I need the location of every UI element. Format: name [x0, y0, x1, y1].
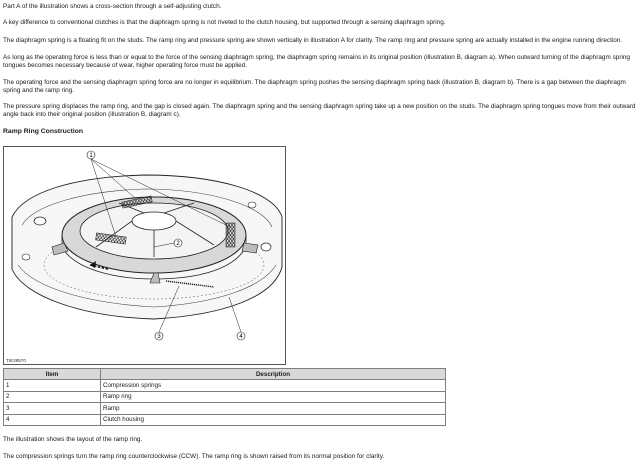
column-header-item: Item: [4, 369, 101, 380]
footer-paragraph-2: The compression springs turn the ramp ring counterclockwise (CCW). The ramp ring is shown raised from its normal position for clarity.: [3, 453, 385, 460]
paragraph-6: The pressure spring displaces the ramp ring, and the gap is closed again. The diaphragm spring and the sensing diaphragm spring take up a new position on the studs. The diaphragm spring tongues move from their outward angle back into their original position (illustration B, diagram c).: [3, 103, 636, 119]
table-row: [4, 414, 446, 426]
ramp-ring-illustration: [3, 146, 286, 365]
figure-id: TIE38570: [6, 358, 26, 363]
paragraph-2: A key difference to conventional clutches is that the diaphragm spring is not riveted to the clutch housing, but supported through a sensing diaphragm spring.: [3, 19, 446, 26]
item-description: Ramp ring: [101, 391, 446, 403]
item-number: 1: [4, 380, 101, 392]
paragraph-4: As long as the operating force is less than or equal to the force of the sensing diaphragm spring, the diaphragm spring remains in its original position (illustration B, diagram a). When outward turning of the diaphragm spring tongues becomes necessary because of wear, higher operating force must be applied.: [3, 54, 630, 70]
items-table: [3, 368, 446, 426]
callout-4: 4: [239, 334, 243, 340]
table-row: [4, 380, 446, 392]
column-header-description: Description: [101, 369, 446, 380]
callout-2: 2: [176, 241, 180, 247]
paragraph-3: The diaphragm spring is a floating fit on the studs. The ramp ring and pressure spring are shown vertically in illustration A for clarity. The ramp ring and pressure spring are actually installed in the engine running direction.: [3, 37, 623, 44]
footer-paragraph-1: The illustration shows the layout of the ramp ring.: [3, 436, 143, 443]
item-number: 4: [4, 414, 101, 426]
item-number: 3: [4, 403, 101, 415]
table-row: [4, 403, 446, 415]
item-number: 2: [4, 391, 101, 403]
table-row: [4, 391, 446, 403]
item-description: Clutch housing: [101, 414, 446, 426]
item-description: Compression springs: [101, 380, 446, 392]
paragraph-1: Part A of the illustration shows a cross-section through a self-adjusting clutch.: [3, 3, 222, 10]
paragraph-5: The operating force and the sensing diaphragm spring force are no longer in equilibrium. The diaphragm spring pushes the sensing diaphragm spring back (illustration B, diagram b). There is a gap between the diaphragm spring and the ramp ring.: [3, 79, 626, 95]
section-heading: Ramp Ring Construction: [3, 128, 84, 135]
ramp-ring-drawing: [4, 147, 287, 366]
callout-3: 3: [157, 334, 161, 340]
callout-1: 1: [89, 153, 93, 159]
item-description: Ramp: [101, 403, 446, 415]
